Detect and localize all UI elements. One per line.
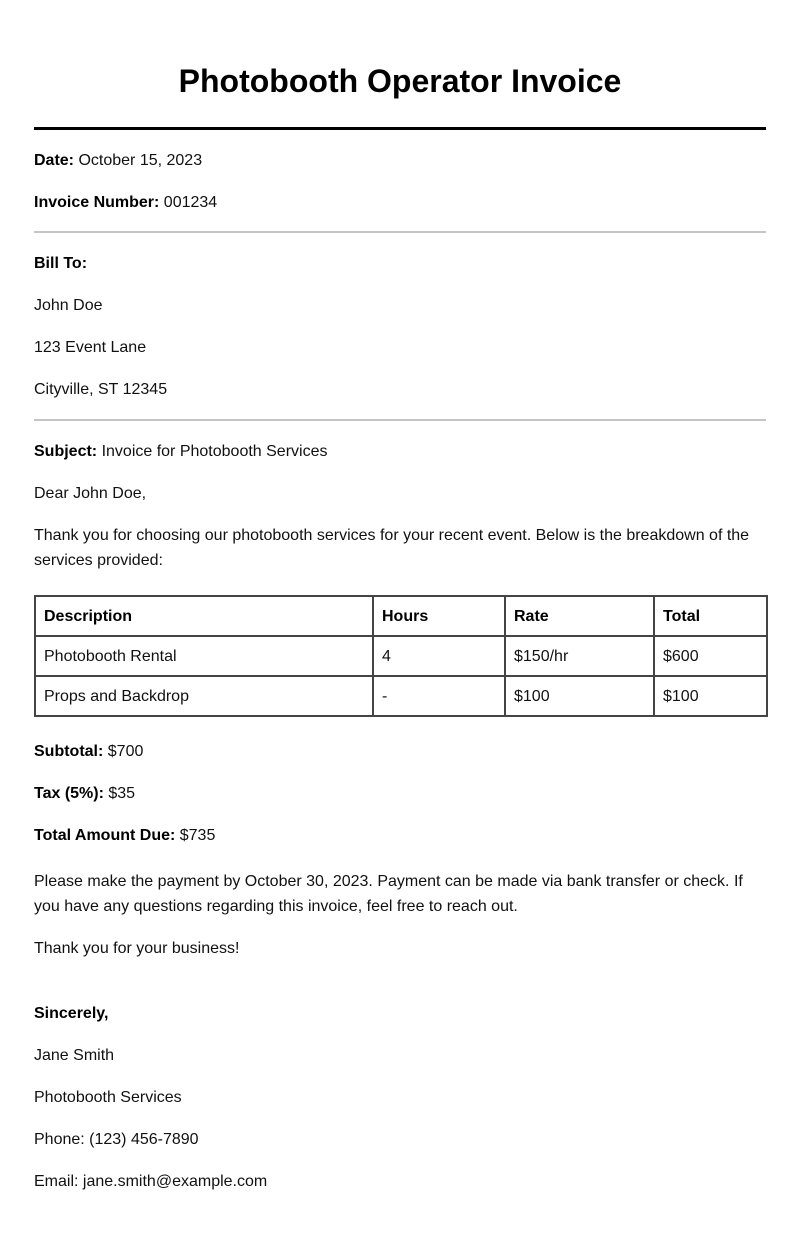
date-label: Date: [34,152,75,169]
bill-to-name: John Doe [34,297,103,314]
tax [34,781,766,806]
section-divider [34,419,766,421]
column-header: Total [654,596,767,636]
greeting: Dear John Doe, [34,485,147,502]
tax-value: $35 [103,785,136,802]
invoice-number-label: Invoice Number: [34,194,160,211]
total-value: $735 [175,827,216,844]
subject-label: Subject: [34,443,98,460]
subject-value: Invoice for Photobooth Services [97,443,328,460]
invoice-number [34,190,766,215]
column-header: Description [35,596,373,636]
thanks-line: Thank you for your business! [34,940,240,957]
bill-to-street: 123 Event Lane [34,339,147,356]
table-cell: 4 [373,636,505,676]
column-header: Hours [373,596,505,636]
closing: Sincerely, [34,1005,109,1022]
invoice-date [34,148,766,173]
signer-email: Email: jane.smith@example.com [34,1173,268,1190]
payment-note: Please make the payment by October 30, 2023. Payment can be made via bank transfer or check. If you have any questions regarding this invoice, feel free to reach out. [34,873,743,915]
title-divider [34,127,766,130]
subtotal-label: Subtotal: [34,743,104,760]
column-header: Rate [505,596,654,636]
bill-to-city: Cityville, ST 12345 [34,381,168,398]
table-cell: $100 [654,676,767,716]
intro-paragraph: Thank you for choosing our photobooth services for your recent event. Below is the breakdown of the services provided: [34,527,750,569]
invoice-title: Photobooth Operator Invoice [178,63,622,99]
total-amount-due [34,823,766,848]
table-cell: - [373,676,505,716]
signer-company: Photobooth Services [34,1089,182,1106]
table-header-row [35,596,767,636]
table-cell: $600 [654,636,767,676]
bill-to-label: Bill To: [34,255,88,272]
services-table [34,595,768,717]
subtotal-value: $700 [103,743,144,760]
invoice-document [34,0,766,1194]
table-cell: Props and Backdrop [35,676,373,716]
date-value: October 15, 2023 [74,152,203,169]
subtotal [34,739,766,764]
table-cell: $100 [505,676,654,716]
signer-name: Jane Smith [34,1047,115,1064]
table-row [35,636,767,676]
table-row [35,676,767,716]
invoice-number-value: 001234 [159,194,218,211]
signer-phone: Phone: (123) 456-7890 [34,1131,199,1148]
table-cell: Photobooth Rental [35,636,373,676]
total-label: Total Amount Due: [34,827,176,844]
tax-label: Tax (5%): [34,785,104,802]
table-cell: $150/hr [505,636,654,676]
section-divider [34,231,766,233]
subject-line [34,439,766,464]
